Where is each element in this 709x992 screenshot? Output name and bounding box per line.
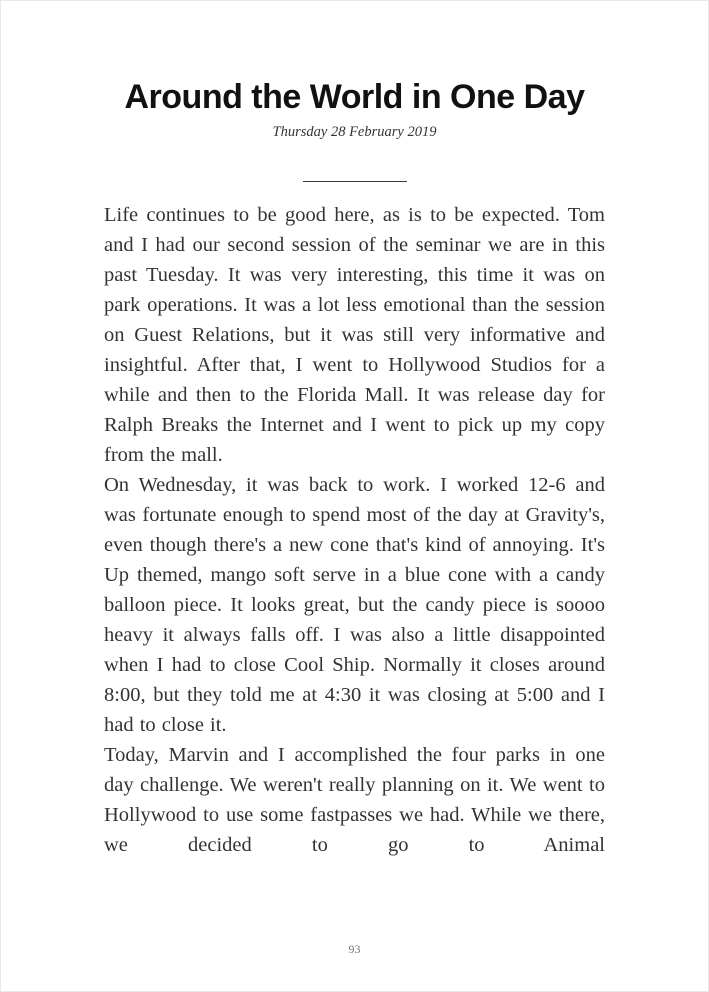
paragraph: Life continues to be good here, as is to be expected. Tom and I had our second session of the seminar we are in this past Tuesday. It was very interesting, this time it was on park operations. It was a lot less emotional than the session on Guest Relations, but it was still very informative and insightful. After that, I went to Hollywood Studios for a while and then to the Florida Mall. It was release day for Ralph Breaks the Internet and I went to pick up my copy from the mall. [104,204,605,467]
date-line: Thursday 28 February 2019 [272,124,437,141]
body-text [104,200,605,860]
paragraph: On Wednesday, it was back to work. I worked 12-6 and was fortunate enough to spend most of the day at Gravity's, even though there's a new cone that's kind of annoying. It's Up themed, mango soft serve in a blue cone with a candy balloon piece. It looks great, but the candy piece is soooo heavy it always falls off. I was also a little disappointed when I had to close Cool Ship. Normally it closes around 8:00, but they told me at 4:30 it was closing at 5:00 and I had to close it. [104,474,605,737]
section-divider [303,181,407,182]
page-number: 93 [348,942,361,956]
page-content [1,1,708,860]
page-title: Around the World in One Day [124,78,585,116]
paragraph: Today, Marvin and I accomplished the four parks in one day challenge. We weren't really planning on it. We went to Hollywood to use some fastpasses we had. While we there, we decided to go to Animal [104,744,605,857]
